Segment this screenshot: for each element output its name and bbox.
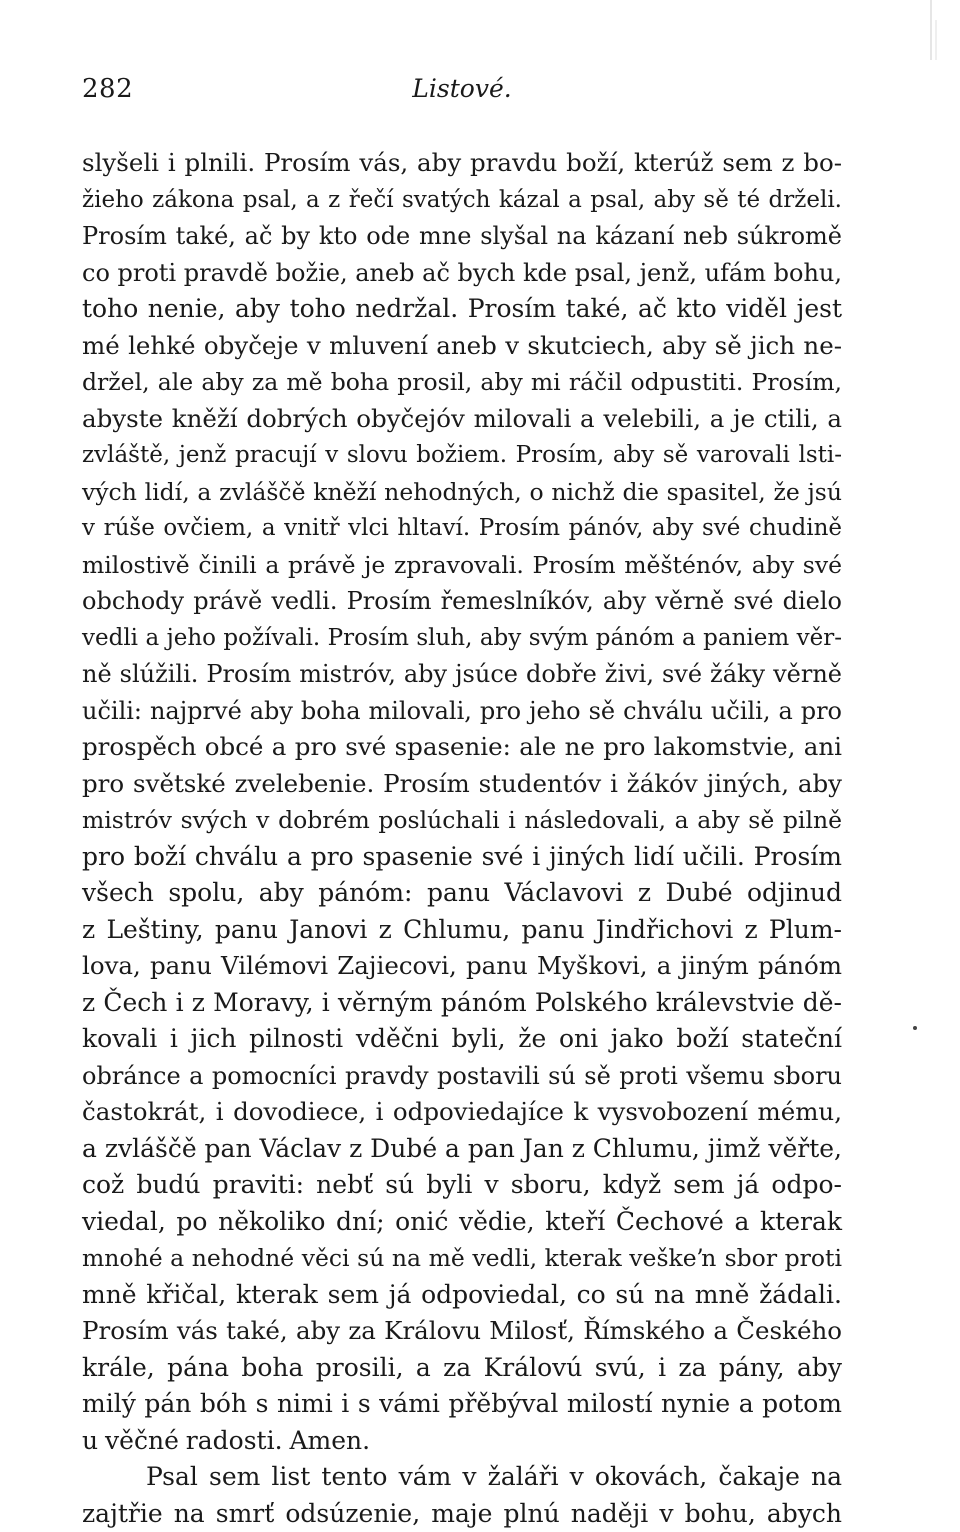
text-line: učili: najprvé aby boha milovali, pro jeho sě chválu učili, a pro (82, 693, 842, 730)
text-line: abyste kněží dobrých obyčejóv milovali a velebili, a je ctili, a (82, 401, 842, 438)
text-line: častokrát, i dovodiece, i odpoviedajíce k vysvobození mému, (82, 1094, 842, 1131)
text-line: vedli a jeho požívali. Prosím sluh, aby svým pánóm a paniem věr- (82, 620, 842, 657)
text-line: mistróv svých v dobrém poslúchali i následovali, a aby sě pilně (82, 802, 842, 839)
text-line: zajtřie na smrť odsúzenie, maje plnú naději v bohu, abych (82, 1496, 842, 1532)
text-line: krále, pána boha prosili, a za Královú svú, i za pány, aby (82, 1350, 842, 1387)
text-line: prospěch obcé a pro své spasenie: ale ne pro lakomstvie, ani (82, 729, 842, 766)
text-line: mně křičal, kterak sem já odpoviedal, co sú na mně žádali. (82, 1277, 842, 1314)
text-line: mnohé a nehodné věci sú na mě vedli, kterak veškeŉ sbor proti (82, 1240, 842, 1277)
paragraph-first-line: Psal sem list tento vám v žaláři v okovách, čakaje na (82, 1459, 842, 1496)
text-line: kovali i jich pilnosti vděčni byli, že oni jako boží stateční (82, 1021, 842, 1058)
text-line: milostivě činili a právě je zpravovali. Prosím měšténóv, aby své (82, 547, 842, 584)
text-line: což budú praviti: nebť sú byli v sboru, když sem já odpo- (82, 1167, 842, 1204)
text-line: co proti pravdě božie, aneb ač bych kde psal, jenž, ufám bohu, (82, 255, 842, 292)
text-line: lova, panu Vilémovi Zajiecovi, panu Myškovi, a jiným pánóm (82, 948, 842, 985)
body-text (82, 145, 842, 1532)
page-header (82, 74, 842, 110)
page-edge-mark (930, 0, 932, 60)
text-line: žieho zákona psal, a z řečí svatých kázal a psal, aby sě té drželi. (82, 182, 842, 219)
text-line: slyšeli i plnili. Prosím vás, aby pravdu boží, kterúž sem z bo- (82, 145, 842, 182)
text-line: toho nenie, aby toho nedržal. Prosím také, ač kto viděl jest (82, 291, 842, 328)
text-line: v rúše ovčiem, a vnitř vlci hltaví. Prosím pánóv, aby své chudině (82, 510, 842, 547)
text-line: Prosím také, ač by kto ode mne slyšal na kázaní neb súkromě (82, 218, 842, 255)
text-line: zvláště, jenž pracují v slovu božiem. Prosím, aby sě varovali lsti- (82, 437, 842, 474)
paragraph-last-line: u věčné radosti. Amen. (82, 1423, 842, 1460)
text-line: pro boží chválu a pro spasenie své i jiných lidí učili. Prosím (82, 839, 842, 876)
text-line: obchody právě vedli. Prosím řemeslníkóv, aby věrně své dielo (82, 583, 842, 620)
text-line: z Leštiny, panu Janovi z Chlumu, panu Jindřichovi z Plum- (82, 912, 842, 949)
text-line: všech spolu, aby pánóm: panu Václavovi z Dubé odjinud (82, 875, 842, 912)
text-line: milý pán bóh s nimi i s vámi přěbýval milostí nynie a potom (82, 1386, 842, 1423)
text-line: mé lehké obyčeje v mluvení aneb v skutciech, aby sě jich ne- (82, 328, 842, 365)
page-number: 282 (82, 74, 133, 104)
text-line: obránce a pomocníci pravdy postavili sú sě proti všemu sboru (82, 1058, 842, 1095)
page-edge-mark-secondary (935, 20, 937, 60)
text-line: z Čech i z Moravy, i věrným pánóm Polského králevstvie dě- (82, 985, 842, 1022)
text-line: Prosím vás také, aby za Královu Milosť, Římského a Českého (82, 1313, 842, 1350)
text-line: pro světské zvelebenie. Prosím studentóv i žákóv jiných, aby (82, 766, 842, 803)
text-line: držel, ale aby za mě boha prosil, aby mi ráčil odpustiti. Prosím, (82, 364, 842, 401)
text-line: viedal, po několiko dní; onić vědie, kteří Čechové a kterak (82, 1204, 842, 1241)
text-line: ně slúžili. Prosím mistróv, aby jsúce dobře živi, své žáky věrně (82, 656, 842, 693)
running-title: Listové. (82, 74, 842, 103)
text-line: vých lidí, a zvláščě kněží nehodných, o nichž die spasitel, že jsú (82, 474, 842, 511)
margin-speck (913, 1026, 917, 1030)
text-line: a zvláščě pan Václav z Dubé a pan Jan z Chlumu, jimž věřte, (82, 1131, 842, 1168)
